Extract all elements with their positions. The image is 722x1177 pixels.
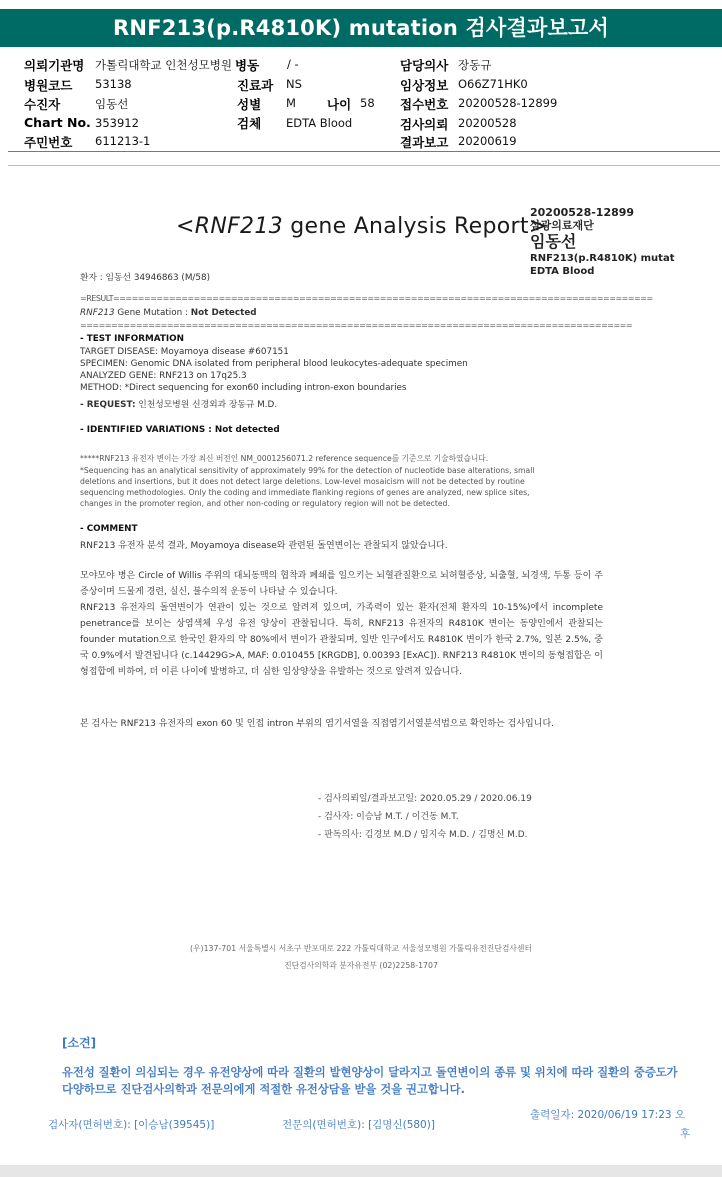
chart-value: 353912 [95,116,139,130]
divider [8,151,720,152]
comment-heading: - COMMENT [80,524,138,534]
patient-info-block [0,52,722,152]
report-title: RNF213(p.R4810K) mutation 검사결과보고서 [0,9,722,47]
sex-label: 성별 [237,97,262,112]
specimen-value: EDTA Blood [286,116,353,130]
stamp-no: 20200528-12899 [530,206,635,219]
id-value: 611213-1 [95,134,151,148]
footnote-line: *Sequencing has an analytical sensitivity of approximately 99% for the detection of nucleotide base alterations, small [80,466,535,475]
lab-address: (우)137-701 서울특별시 서초구 반포대로 222 가톨릭대학교 서울성모병원 가톨릭유전진단검사센터 [189,944,533,953]
specimen-line: SPECIMEN: Genomic DNA isolated from peripheral blood leukocytes-adequate specimen [80,359,468,369]
ward-value: / - [287,57,299,71]
stamp-test: RNF213(p.R4810K) mutat [530,253,675,264]
footnote-line: changes in the promoter region, and other non-coding or regulatory region will not be detected. [80,499,450,508]
print-date-suffix: 후 [680,1128,691,1140]
analysis-report-image [0,166,722,970]
dates-line: - 검사의뢰일/결과보고일: 2020.05.29 / 2020.06.19 [318,794,532,804]
comment-paragraph: 본 검사는 RNF213 유전자의 exon 60 및 인접 intron 부위의 염기서열을 직접염기서열분석법으로 확인하는 검사입니다. [80,719,554,729]
testers-line: - 검사자: 이승남 M.T. / 이건동 M.T. [318,812,459,822]
patient-label: 수진자 [24,97,61,112]
receipt-label: 접수번호 [400,97,449,112]
clinical-label: 임상정보 [400,78,449,93]
result-rule: ========================================================================================= [80,321,633,330]
sex-value: M [286,96,296,110]
report-date-value: 20200619 [458,134,517,148]
stamp-specimen: EDTA Blood [530,266,595,277]
note-heading: [소견] [62,1036,97,1050]
dept-value: NS [286,77,302,91]
comment-paragraph: RNF213 유전자의 돌연변이가 연관이 있는 것으로 알려져 있으며, 가족력이 있는 환자(전체 환자의 10-15%)에서 incomplete penetrance를 보이는 상염색체 우성 유전 양상이 관찰됩니다. 특히, RNF213 유전자의 R4810K 변이는 동양인에서 관찰되는 founder mutation으로 한국인 환자의 약 80%에서 변이가 관찰되며, 일반 인구에서도 R4810K 변이가 한국 2.7%, 일본 2.5%, 중국 0.9%에서 발견됩니다 (c.14429G>A, MAF: 0.010455 [KRGDB], 0.00393 [ExAC]). RNF213 R4810K 변이의 동형접합은 이형접합에 비하여, 더 이른 나이에 발병하고, 더 심한 임상양상을 유발하는 것으로 알려져 있습니다. [80,603,603,677]
method-line: METHOD: *Direct sequencing for exon60 including intron-exon boundaries [80,383,407,393]
specimen-label: 검체 [237,116,262,131]
req-date-value: 20200528 [458,116,517,130]
tester-license: 검사자(면허번호): [이승남(39545)] [48,1119,215,1131]
stamp-name: 임동선 [530,232,577,251]
req-inst-value: 가톨릭대학교 인천성모병원 [95,58,232,72]
print-date: 출력일자: 2020/06/19 17:23 오 [530,1109,686,1121]
note-body: 유전성 질환이 의심되는 경우 유전양상에 따라 질환의 발현양상이 달라지고 돌연변이의 종류 및 위치에 따라 질환의 중증도가 다양하므로 진단검사의학과 전문의에게 적절한 유전상담을 받을 것을 권고합니다. [62,1066,678,1096]
target-disease: TARGET DISEASE: Moyamoya disease #607151 [80,347,289,357]
hosp-code-label: 병원코드 [24,78,73,93]
id-label: 주민번호 [24,135,73,150]
req-inst-label: 의뢰기관명 [24,58,85,73]
readers-line: - 판독의사: 김경보 M.D / 임지숙 M.D. / 김명신 M.D. [318,830,528,840]
patient-line: 환자 : 임동선 34946863 (M/58) [80,273,211,283]
identified-variations: - IDENTIFIED VARIATIONS : Not detected [80,425,280,435]
report-date-label: 결과보고 [400,135,449,150]
lab-stamp [530,206,674,278]
age-value: 58 [360,96,375,110]
receipt-value: 20200528-12899 [458,96,558,110]
req-date-label: 검사의뢰 [400,117,449,132]
request-line: - REQUEST: 인천성모병원 신경외과 장동규 M.D. [80,400,278,410]
test-info-heading: - TEST INFORMATION [80,334,185,344]
age-label: 나이 [327,97,352,112]
lab-department: 진단검사의학과 분자유전부 (02)2258-1707 [284,961,438,970]
mutation-result-line: RNF213 Gene Mutation : Not Detected [80,308,257,318]
footnote-line: deletions and insertions, but it does not detect large deletions. Low-level mosaicism will not be detected by routine [80,477,525,486]
patient-value: 임동선 [95,97,129,111]
chart-label: Chart No. [24,115,91,130]
doctor-label: 담당의사 [400,58,449,73]
comment-summary: RNF213 유전자 분석 결과, Moyamoya disease와 관련된 돌연변이는 관찰되지 않았습니다. [80,541,448,551]
hosp-code-value: 53138 [95,77,132,91]
ward-label: 병동 [235,58,260,73]
result-header: =RESULT======================================================================================= [80,294,653,303]
footnote-line: *****RNF213 유전자 변이는 가장 최신 버전인 NM_0001256071.2 reference sequence를 기준으로 기술하였습니다. [80,454,489,463]
footnote-line: sequencing methodologies. Only the coding and immediate flanking regions of genes are analyzed, new splice sites, [80,488,530,497]
analysis-report-title: <RNF213 gene Analysis Report> [176,214,548,239]
analyzed-gene: ANALYZED GENE: RNF213 on 17q25.3 [80,371,247,381]
comment-paragraph: 모야모야 병은 Circle of Willis 주위의 대뇌동맥의 협착과 폐쇄를 일으키는 뇌혈관질환으로 뇌허혈증상, 뇌출혈, 뇌경색, 두통 등이 주증상이며 드물게 경련, 실신, 불수의적 운동이 나타날 수 있습니다. [80,571,603,597]
stamp-lab: 삼광의료재단 [530,219,594,232]
dept-label: 진료과 [237,78,274,93]
clinical-value: O66Z71HK0 [458,77,528,91]
specialist-license: 전문의(면허번호): [김명신(580)] [282,1119,435,1131]
bottom-bar [0,1165,722,1177]
doctor-value: 장동규 [458,58,492,72]
